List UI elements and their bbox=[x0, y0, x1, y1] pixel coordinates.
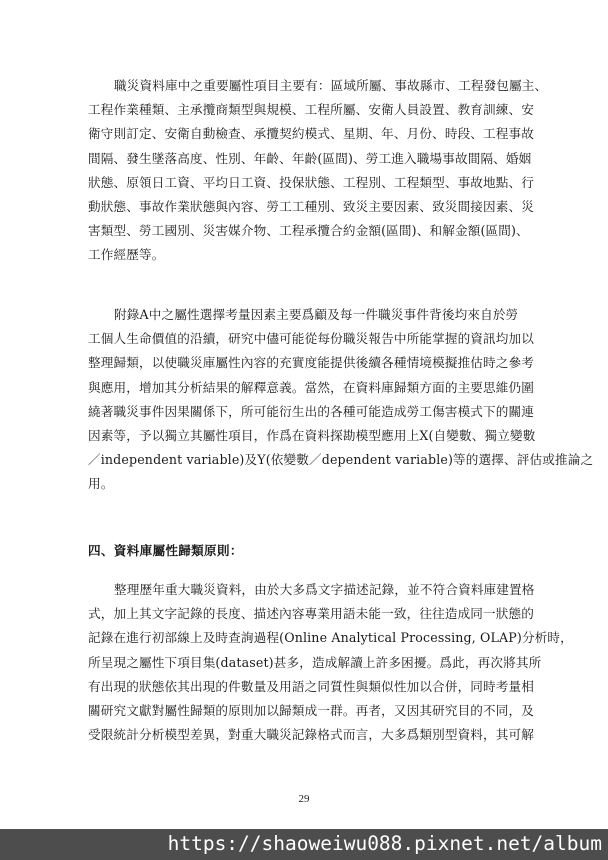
paragraph-line: 式，加上其文字記錄的長度、描述內容專業用語未能一致，往往造成同一狀態的 bbox=[88, 606, 535, 622]
paragraph-line: 整理歷年重大職災資料，由於大多爲文字描述記錄，並不符合資料庫建置格 bbox=[114, 582, 535, 597]
paragraph-line: 狀態、原領日工資、平均日工資、投保狀態、工程別、工程類型、事故地點、行 bbox=[88, 174, 535, 190]
paragraph-data-integration bbox=[88, 578, 573, 747]
paragraph-line: 工程作業種類、主承攬商類型與規模、工程所屬、安衛人員設置、教育訓練、安 bbox=[88, 102, 535, 118]
paragraph-line: 整理歸類，以使職災庫屬性內容的充實度能提供後續各種情境模擬推估時之參考 bbox=[88, 355, 535, 371]
section-heading: 四、資料庫屬性歸類原則： bbox=[88, 543, 243, 558]
paragraph-line: 動狀態、事故作業狀態與內容、勞工工種別、致災主要因素、致災間接因素、災 bbox=[88, 199, 535, 215]
paragraph-line: 用。 bbox=[88, 476, 114, 492]
paragraph-line: 繞著職災事件因果關係下，所可能衍生出的各種可能造成勞工傷害模式下的關連 bbox=[88, 403, 535, 419]
paragraph-line: 工個人生命價值的沿續，研究中儘可能從每份職災報告中所能掌握的資訊均加以 bbox=[88, 331, 535, 347]
paragraph-line: 害類型、勞工國別、災害媒介物、工程承攬合約金額(區間)、和解金額(區間)、 bbox=[88, 223, 529, 239]
watermark-bar bbox=[0, 829, 608, 860]
page-number: 29 bbox=[298, 793, 310, 805]
paragraph-line: 職災資料庫中之重要屬性項目主要有：區域所屬、事故縣市、工程發包屬主、 bbox=[114, 78, 548, 93]
paragraph-line: 工作經歷等。 bbox=[88, 247, 165, 263]
paragraph-line: 記錄在進行初部線上及時查詢過程(Online Analytical Processing, OLAP)分析時， bbox=[88, 630, 573, 646]
paragraph-line: 有出現的狀態依其出現的件數量及用語之同質性與類似性加以合併，同時考量相 bbox=[88, 678, 535, 694]
paragraph-line: 間隔、發生墜落高度、性別、年齡、年齡(區間)、勞工進入職場事故間隔、婚姻 bbox=[88, 150, 532, 166]
paragraph-line: 所呈現之屬性下項目集(dataset)甚多，造成解讀上許多困擾。爲此，再次將其所 bbox=[88, 654, 542, 670]
paragraph-line: 受限統計分析模型差異，對重大職災記錄格式而言，大多爲類別型資料，其可解 bbox=[88, 727, 535, 743]
paragraph-line: 關研究文獻對屬性歸類的原則加以歸類成一群。再者，又因其研究目的不同，及 bbox=[88, 703, 535, 719]
watermark-url: https://shaoweiwu088.pixnet.net/album bbox=[167, 832, 602, 855]
paragraph-attributes-list bbox=[88, 74, 548, 268]
paragraph-line: ／independent variable)及Y(依變數／dependent variable)等的選擇、評估或推論之 bbox=[88, 452, 594, 468]
paragraph-line: 因素等，予以獨立其屬性項目，作爲在資料探勘模型應用上X(自變數、獨立變數 bbox=[88, 428, 536, 444]
paragraph-appendix-a bbox=[88, 303, 594, 497]
paragraph-line: 衛守則訂定、安衛自動檢查、承攬契約模式、星期、年、月份、時段、工程事故 bbox=[88, 126, 535, 142]
paragraph-line: 與應用，增加其分析結果的解釋意義。當然，在資料庫歸類方面的主要思維仍圍 bbox=[88, 379, 535, 395]
paragraph-line: 附錄A中之屬性選擇考量因素主要爲顧及每一件職災事件背後均來自於勞 bbox=[114, 307, 519, 322]
